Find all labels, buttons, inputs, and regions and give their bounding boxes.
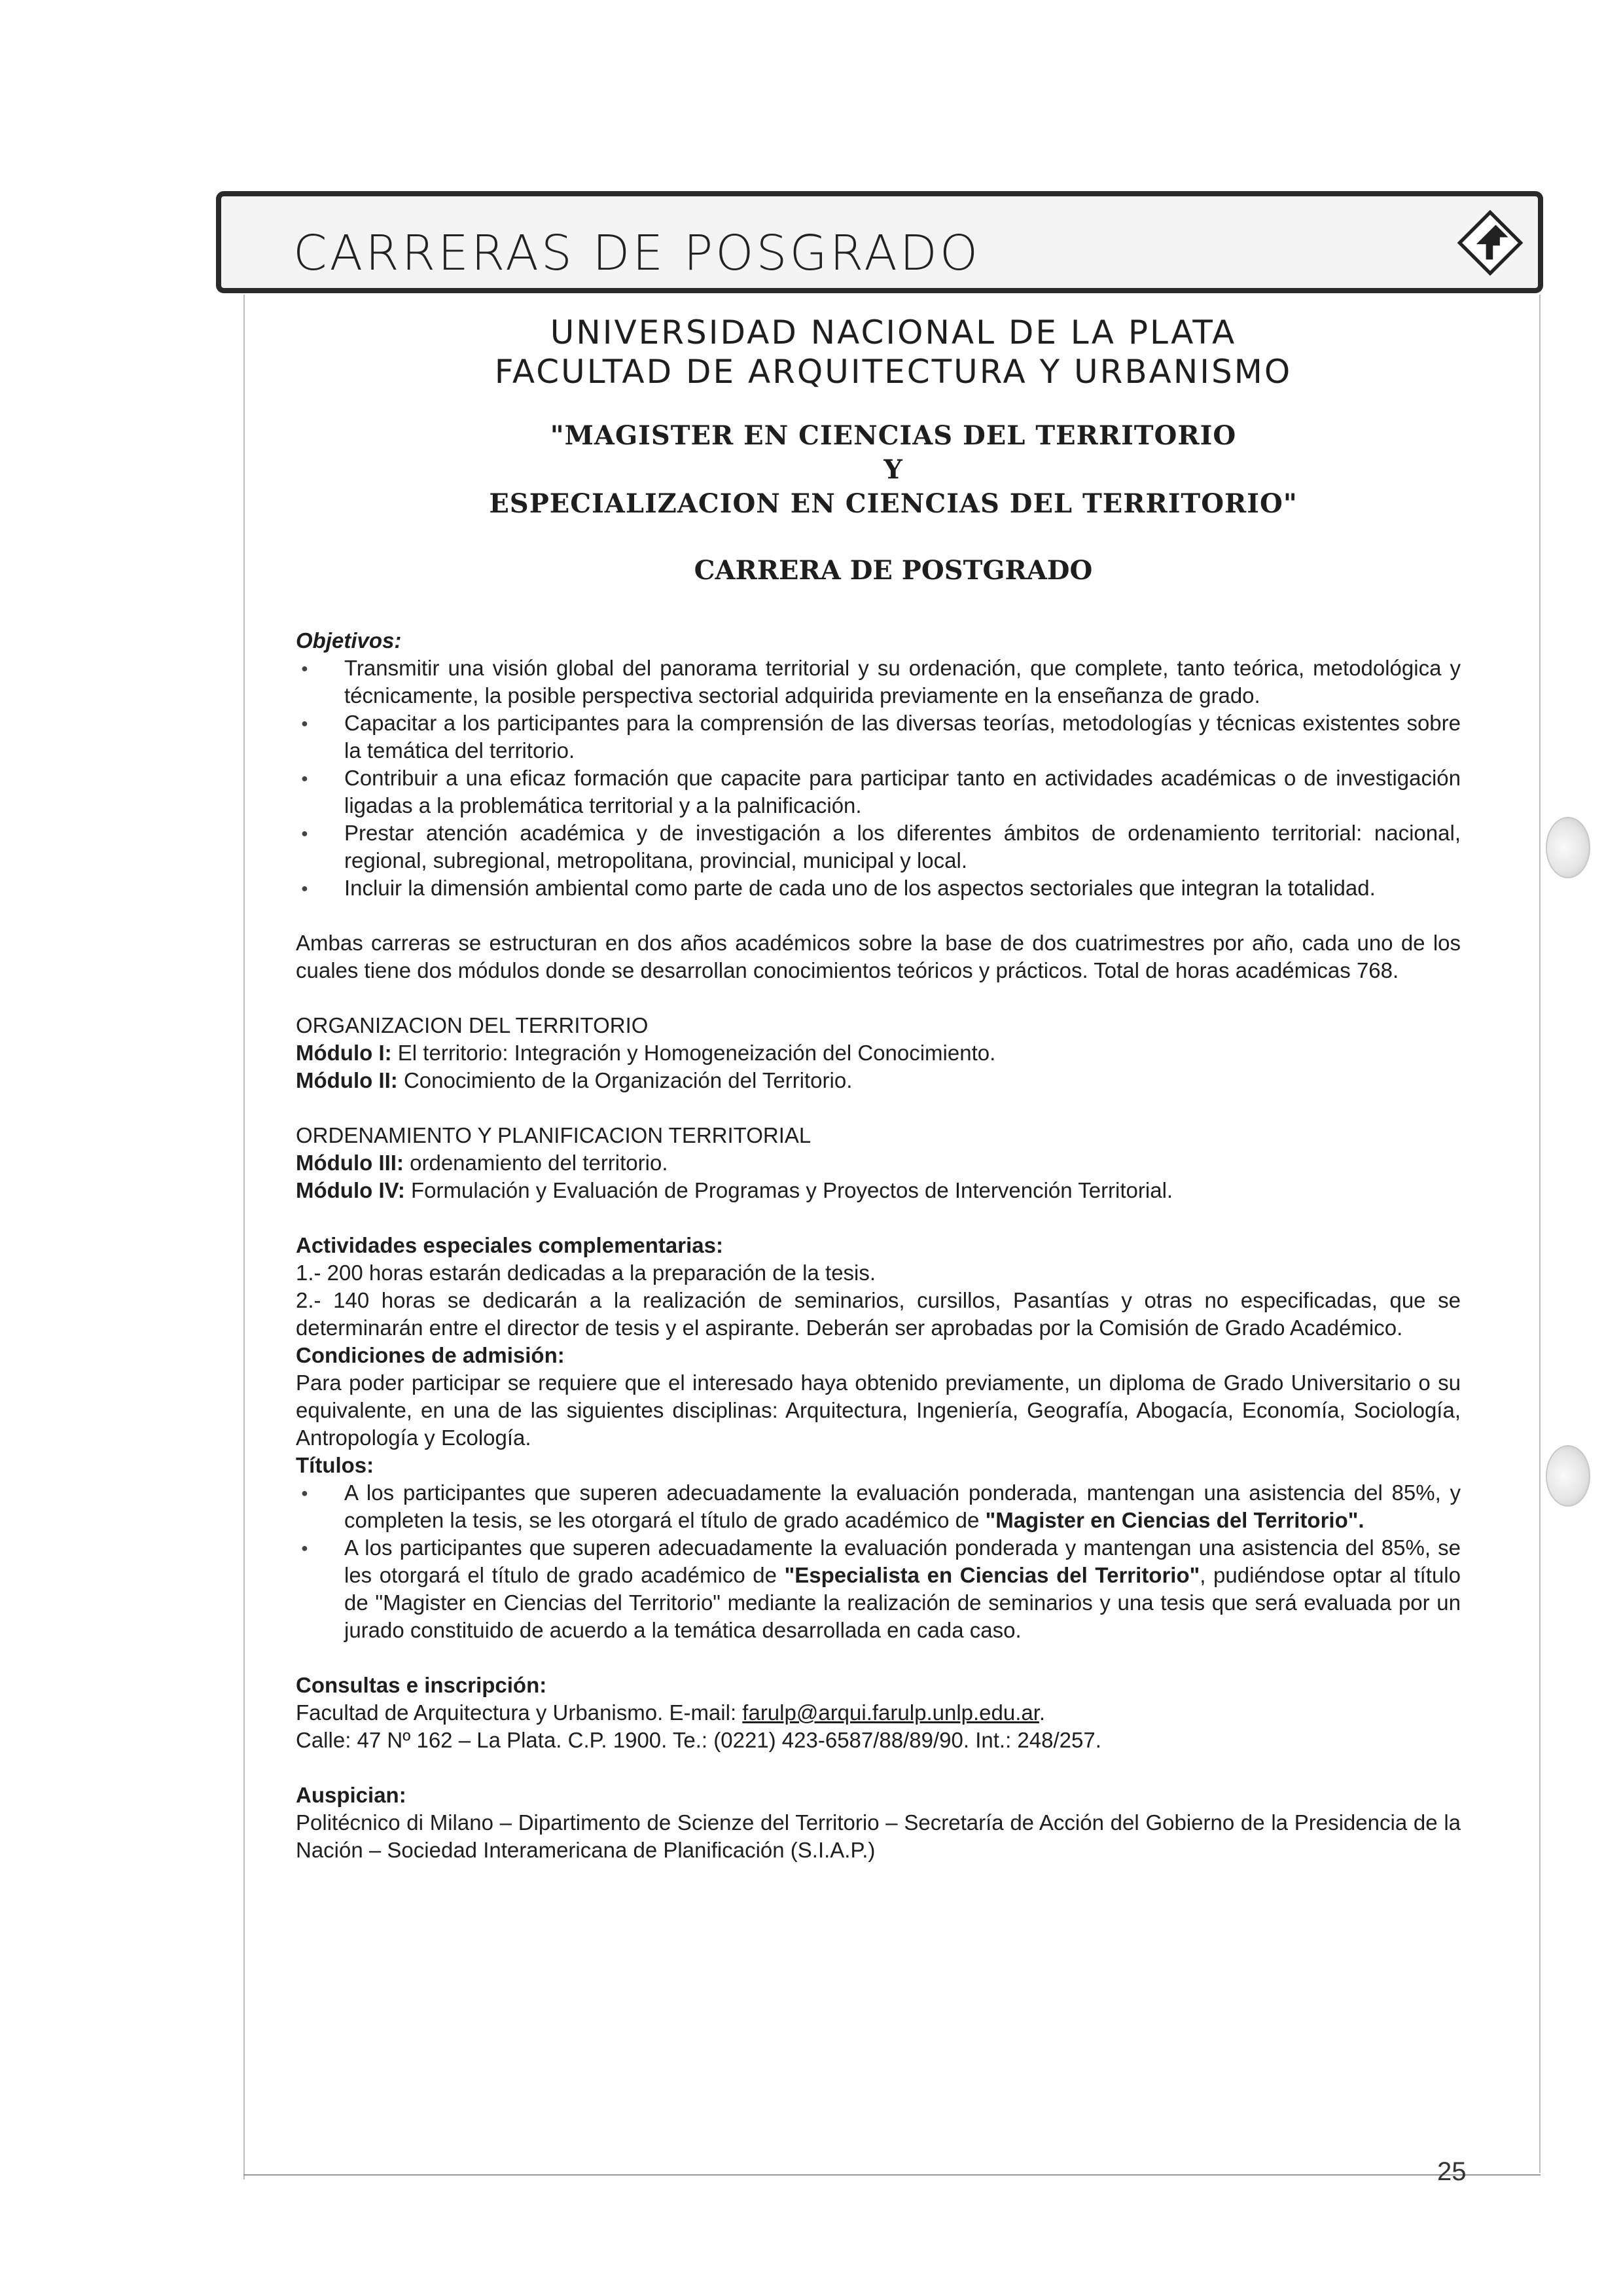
titles-list [296,1479,1461,1644]
program-title-line1: "MAGISTER EN CIENCIAS DEL TERRITORIO [550,420,1237,451]
structure-paragraph: Ambas carreras se estructuran en dos años académicos sobre la base de dos cuatrimestres por año, cada uno de los cuales tiene dos módulos donde se desarrollan conocimientos teóricos y prácticos. Total de horas académicas 768. [296,931,1461,982]
sponsors-heading: Auspician: [296,1783,406,1807]
list-item [296,1479,1461,1534]
organization-heading: ORGANIZACION DEL TERRITORIO [296,1013,649,1037]
activity-item-2: 2.- 140 horas se dedicarán a la realización de seminarios, cursillos, Pasantías y otras no especificadas, que se determinarán entre el director de tesis y el aspirante. Deberán ser aprobadas por la Comisión de Grado Académico. [296,1288,1461,1340]
document-body [296,627,1461,1864]
list-item: ● Incluir la dimensión ambiental como parte de cada uno de los aspectos sectoriales que integran la totalidad. [296,874,1461,902]
contact-line-1-text: Facultad de Arquitectura y Urbanismo. E-mail: [296,1700,743,1725]
module-2 [296,1067,1461,1094]
list-item: ● Capacitar a los participantes para la comprensión de las diversas teorías, metodologías y técnicas existentes sobre la temática del territorio. [296,709,1461,764]
section-banner [216,191,1543,293]
module-3 [296,1149,1461,1177]
page-frame-bottom [243,2174,1541,2176]
binder-hole [1546,1445,1590,1507]
list-item: ● Transmitir una visión global del panorama territorial y su ordenación, que complete, tanto teórica, metodológica y técnicamente, la posible perspectiva sectorial adquirida previamente en la enseñanza de grado. [296,655,1461,709]
program-title-line3: ESPECIALIZACION EN CIENCIAS DEL TERRITORIO" [489,488,1298,519]
activities-heading: Actividades especiales complementarias: [296,1233,723,1257]
module-4-label: Módulo IV: [296,1178,405,1202]
titles-heading: Títulos: [296,1453,374,1477]
module-3-label: Módulo III: [296,1151,404,1175]
university-name: UNIVERSIDAD NACIONAL DE LA PLATA [550,314,1237,351]
title-2-degree: "Especialista en Ciencias del Territorio" [784,1563,1200,1587]
page-frame-left [243,295,245,2179]
module-1-label: Módulo I: [296,1041,392,1065]
binder-hole [1546,817,1590,878]
title-2-text: A los participantes que superen adecuadamente la evaluación ponderada y mantengan una asistencia del 85%, se les otorgará el título de grado académico de [344,1535,1461,1587]
page-number: 25 [1437,2157,1467,2186]
objectives-heading: Objetivos: [296,628,402,653]
sponsors-text: Politécnico di Milano – Dipartimento de Scienze del Territorio – Secretaría de Acción del Gobierno de la Presidencia de la Nación – Sociedad Interamericana de Planificación (S.I.A.P.) [296,1810,1461,1862]
contact-line-2: Calle: 47 Nº 162 – La Plata. C.P. 1900. Te.: (0221) 423-6587/88/89/90. Int.: 248/257. [296,1728,1101,1752]
contact-line-1 [296,1699,1461,1727]
university-heading [249,313,1538,391]
contact-heading: Consultas e inscripción: [296,1673,547,1697]
banner-title: CARRERAS DE POSGRADO [293,225,981,281]
contact-email-link[interactable]: farulp@arqui.farulp.unlp.edu.ar [742,1700,1039,1725]
module-2-label: Módulo II: [296,1068,398,1092]
program-title-line2: Y [883,454,903,485]
module-1 [296,1039,1461,1067]
career-heading: CARRERA DE POSTGRADO [694,555,1093,586]
program-heading [249,419,1538,521]
admission-text: Para poder participar se requiere que el interesado haya obtenido previamente, un diploma de Grado Universitario o su equivalente, en una de las siguientes disciplinas: Arquitectura, Ingeniería, Geografía, Abogacía, Economía, Sociología, Antropología y Ecología. [296,1371,1461,1450]
title-1-text: A los participantes que superen adecuadamente la evaluación ponderada, mantengan una asistencia del 85%, y completen la tesis, se les otorgará el título de grado académico de [344,1480,1461,1532]
admission-heading: Condiciones de admisión: [296,1343,565,1367]
activity-item-1: 1.- 200 horas estarán dedicadas a la preparación de la tesis. [296,1261,876,1285]
module-3-text: ordenamiento del territorio. [403,1151,668,1175]
page-frame-right [1539,295,1541,2173]
module-4-text: Formulación y Evaluación de Programas y Proyectos de Intervención Territorial. [404,1178,1173,1202]
list-item: ● Contribuir a una eficaz formación que capacite para participar tanto en actividades académicas o de investigación ligadas a la problemática territorial y a la palnificación. [296,764,1461,819]
list-item: ● Prestar atención académica y de investigación a los diferentes ámbitos de ordenamiento territorial: nacional, regional, subregional, metropolitana, provincial, municipal y local. [296,819,1461,874]
list-item [296,1534,1461,1644]
module-2-text: Conocimiento de la Organización del Territorio. [397,1068,853,1092]
module-1-text: El territorio: Integración y Homogeneización del Conocimiento. [391,1041,996,1065]
planning-heading: ORDENAMIENTO Y PLANIFICACION TERRITORIAL [296,1123,812,1147]
contact-line-1-end: . [1039,1700,1046,1725]
objectives-list [296,655,1461,902]
title-2-text-cont: , pudiéndose optar al título de "Magister en Ciencias del Territorio" mediante la realización de seminarios y una tesis que será evaluada por un jurado constituido de acuerdo a la temática desarrollada en cada caso. [344,1563,1461,1642]
title-1-degree: "Magister en Ciencias del Territorio". [985,1508,1364,1532]
faculty-logo-icon [1455,208,1525,278]
faculty-name: FACULTAD DE ARQUITECTURA Y URBANISMO [494,353,1293,391]
module-4 [296,1177,1461,1204]
